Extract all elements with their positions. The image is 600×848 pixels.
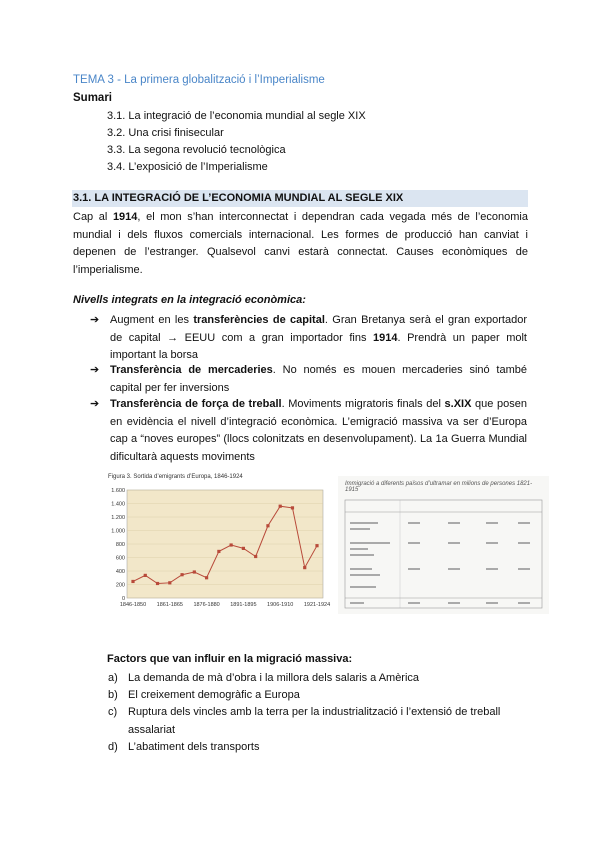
data-point (205, 576, 208, 579)
y-tick-label: 800 (115, 542, 125, 548)
data-point (254, 555, 257, 558)
arrow-icon: ➔ (90, 314, 100, 326)
y-tick-label: 600 (115, 555, 125, 562)
data-point (291, 506, 294, 509)
y-tick-label: 200 (115, 582, 125, 589)
x-tick-label: 1846-1850 (119, 602, 147, 608)
arrow-icon: ➔ (90, 398, 100, 410)
data-point (279, 505, 282, 508)
toc-item: 3.4. L’exposició de l’Imperialisme (107, 161, 268, 173)
arrow-icon: ➔ (90, 364, 100, 376)
factor-item: c) Ruptura dels vincles amb la terra per la industrialització i l’extensió de treball assalariat (108, 706, 501, 736)
levels-heading: Nivells integrats en la integració econòmica: (73, 294, 306, 306)
x-tick-label: 1921-1924 (303, 602, 331, 608)
y-tick-label: 400 (115, 569, 125, 575)
x-tick-label: 1906-1910 (267, 602, 294, 608)
y-tick-label: 1.200 (111, 515, 125, 521)
data-point (303, 566, 306, 569)
toc-item: 3.3. La segona revolució tecnològica (107, 144, 286, 156)
factor-item: d) L’abatiment dels transports (108, 741, 260, 753)
chart-title: Figura 3. Sortida d’emigrants d’Europa, 1846-1924 (108, 474, 243, 480)
x-tick-label: 1891-1895 (230, 602, 257, 608)
data-point (242, 547, 245, 550)
toc-item: 3.1. La integració de l’economia mundial al segle XIX (107, 110, 366, 122)
factor-item: a) La demanda de mà d’obra i la millora dels salaris a Amèrica (108, 672, 420, 684)
data-point (156, 582, 159, 585)
immigration-table-image (338, 476, 549, 614)
data-point (230, 543, 233, 546)
y-tick-label: 1.400 (111, 501, 125, 508)
factor-item: b) El creixement demogràfic a Europa (108, 689, 300, 701)
doc-title: TEMA 3 - La primera globalització i l’Imperialisme (73, 74, 325, 86)
document-page: TEMA 3 - La primera globalització i l’Imperialisme Sumari 3.1. La integració de l’economia mundial al segle XIX 3.2. Una crisi finisecular 3.3. La segona revolució tecnològica 3.4. L’exposició de l’Imperialisme 3.1. LA INTEGRACIÓ DE L’ECONOMIA MUNDIAL AL SEGLE XIX Cap al 1914, el mon s’han interconnectat i dependran cada vegada més de l’economia mundial i dels fluxos comercials internacional. Les formes de producció han canviat i depenen de l’estranger. Qualsevol canvi estarà connectat. Causes econòmiques de l’imperialisme. Nivells integrats en la integració econòmica: ➔ Augment en les transferències de capital. Gran Bretanya serà el gran exportador de capital → EEUU com a gran importador fins 1914. Prendrà un paper molt important la borsa ➔ Transferència de mercaderies. No només es mouen mercaderies sinó també capital per fer inversions ➔ Transferència de força de treball. Moviments migratoris finals del s.XIX que posen en evidència el nivell d’integració econòmica. L’emigració massiva va ser d’Europa cap a “noves europes” (llocs colonitzats en desenvolupament). La 1a Guerra Mundial dificultarà aquests moviments Figura 3. Sortida d’emigrants d’Europa, 1846-1924 0 200 400 600 800 1.000 1.200 1.400 1.600 1846-1850 1861-1865 1876-1880 1891-1895 1906-1910 1921-1924 Immigració a diferents països d’ultramar en milions de persones 1821-1915 Factors que van influir en la migració massiva: a) La demanda de mà d’obra i la millora dels salaris a Amèrica b) El creixement demogràfic a Europa c) Ruptura dels vincles amb la terra per la industrialització i l’extensió de treball assalariat d) L’abatiment dels transports (0, 0, 600, 848)
data-point (315, 544, 318, 547)
toc-item: 3.2. Una crisi finisecular (107, 127, 224, 139)
data-point (168, 581, 171, 584)
summary-label: Sumari (73, 92, 112, 104)
emigration-chart (105, 482, 331, 612)
data-point (217, 550, 220, 553)
y-tick-label: 1.600 (111, 488, 125, 494)
y-tick-label: 0 (121, 596, 125, 602)
y-tick-label: 1.000 (111, 528, 125, 535)
intro-paragraph: Cap al 1914, el mon s’han interconnectat i dependran cada vegada més de l’economia mundial i dels fluxos comercials internacional. Les formes de producció han canviat i depenen de l’estranger. Qualsevol canvi estarà connectat. Causes econòmiques de l’imperialisme. (73, 211, 528, 276)
table-title: Immigració a diferents països d’ultramar en milions de persones 1821-1915 (345, 481, 533, 493)
x-tick-label: 1861-1865 (156, 602, 183, 608)
x-tick-label: 1876-1880 (193, 602, 220, 608)
data-point (180, 573, 183, 576)
section-heading-text: 3.1. LA INTEGRACIÓ DE L’ECONOMIA MUNDIAL AL SEGLE XIX (73, 192, 404, 204)
data-point (131, 580, 134, 583)
factors-heading: Factors que van influir en la migració massiva: (107, 653, 353, 665)
data-point (266, 524, 269, 527)
data-point (144, 574, 147, 577)
section-heading (72, 190, 528, 207)
data-point (193, 570, 196, 573)
